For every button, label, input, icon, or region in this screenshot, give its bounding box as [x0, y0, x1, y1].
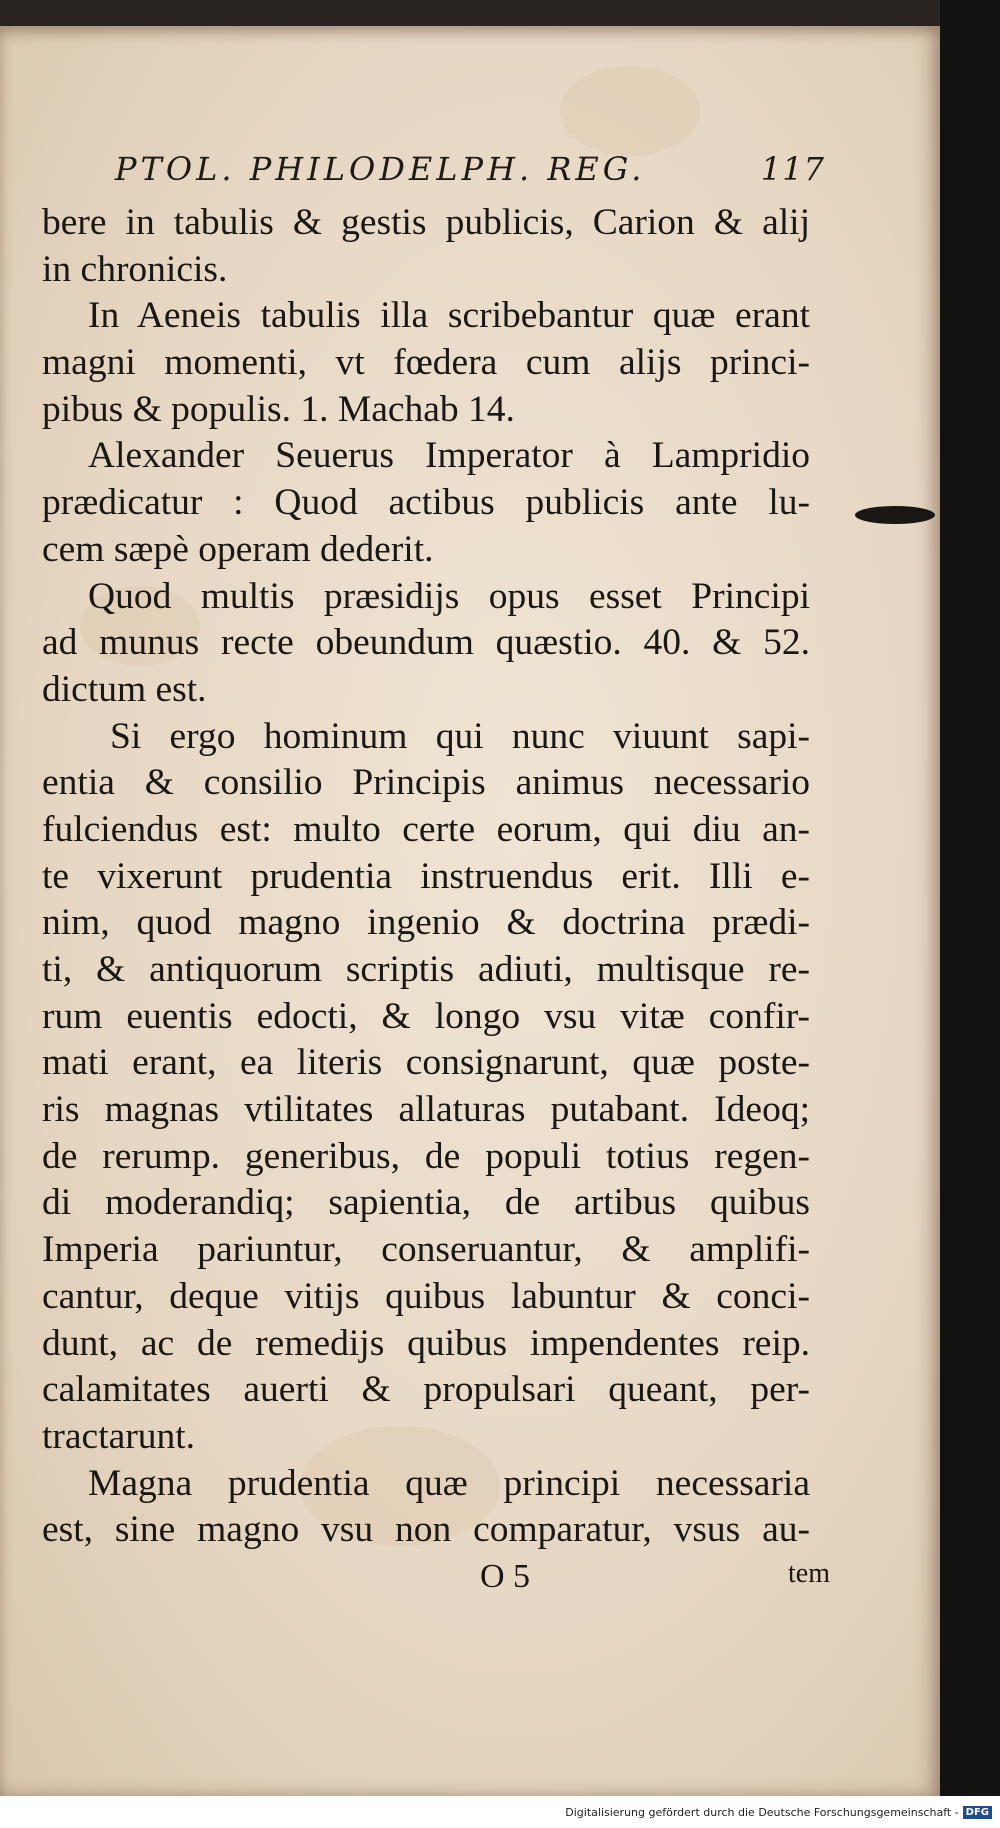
body-text	[42, 200, 810, 1554]
text-line: est, sine magno vsu non comparatur, vsus au-	[42, 1509, 810, 1551]
funding-credit	[565, 1806, 992, 1819]
running-head-title: PTOL. PHILODELPH. REG.	[115, 150, 646, 188]
funding-credit-text: Digitalisierung gefördert durch die Deutsche Forschungsgemeinschaft -	[565, 1806, 959, 1819]
paper-stain	[560, 66, 700, 156]
text-line: prædicatur : Quod actibus publicis ante lu-	[42, 482, 810, 524]
text-line: Si ergo hominum qui nunc viuunt sapi-	[110, 715, 810, 757]
text-line: rum euentis edocti, & longo vsu vitæ confir-	[42, 995, 810, 1037]
dfg-logo: DFG	[963, 1806, 992, 1819]
text-line: dunt, ac de remedijs quibus impendentes reip.	[42, 1322, 810, 1364]
text-line: di moderandiq; sapientia, de artibus quibus	[42, 1182, 810, 1224]
catchword-line	[480, 1558, 830, 1603]
text-line: nim, quod magno ingenio & doctrina prædi-	[42, 902, 810, 944]
text-line: calamitates auerti & propulsari queant, per-	[42, 1369, 810, 1411]
text-line: entia & consilio Principis animus necessario	[42, 762, 810, 804]
text-line: ris magnas vtilitates allaturas putabant. Ideoq;	[42, 1089, 810, 1131]
page-number: 117	[760, 150, 825, 188]
text-line: Quod multis præsidijs opus esset Principi	[88, 575, 810, 617]
text-line: te vixerunt prudentia instruendus erit. Illi e-	[42, 855, 810, 897]
text-line: cantur, deque vitijs quibus labuntur & conci-	[42, 1275, 810, 1317]
text-line: ti, & antiquorum scriptis adiuti, multisque re-	[42, 949, 810, 990]
text-line: fulciendus est: multo certe eorum, qui diu an-	[42, 808, 810, 850]
running-head	[115, 150, 825, 195]
text-line: magni momenti, vt fœdera cum alijs princi-	[42, 342, 810, 384]
text-line: Magna prudentia quæ principi necessaria	[88, 1462, 810, 1504]
scan-border-right	[940, 0, 1000, 1828]
text-line: Imperia pariuntur, conseruantur, & amplifi-	[42, 1229, 810, 1271]
text-line: ad munus recte obeundum quæstio. 40. & 52.	[42, 622, 810, 664]
text-line: dictum est.	[42, 668, 207, 710]
text-line: de rerump. generibus, de populi totius regen-	[42, 1135, 810, 1177]
text-line: tractarunt.	[42, 1415, 196, 1457]
text-line: cem sæpè operam dederit.	[42, 528, 434, 570]
ink-blot	[855, 506, 935, 524]
text-line: in chronicis.	[42, 248, 228, 290]
text-line: pibus & populis. 1. Machab 14.	[42, 388, 515, 430]
text-line: bere in tabulis & gestis publicis, Carion & alij	[42, 202, 810, 243]
text-line: In Aeneis tabulis illa scribebantur quæ erant	[88, 295, 810, 337]
text-line: Alexander Seuerus Imperator à Lampridio	[88, 435, 810, 477]
signature-mark: O 5	[480, 1558, 531, 1595]
text-line: mati erant, ea literis consignarunt, quæ poste-	[42, 1042, 810, 1084]
catchword: tem	[788, 1558, 830, 1589]
